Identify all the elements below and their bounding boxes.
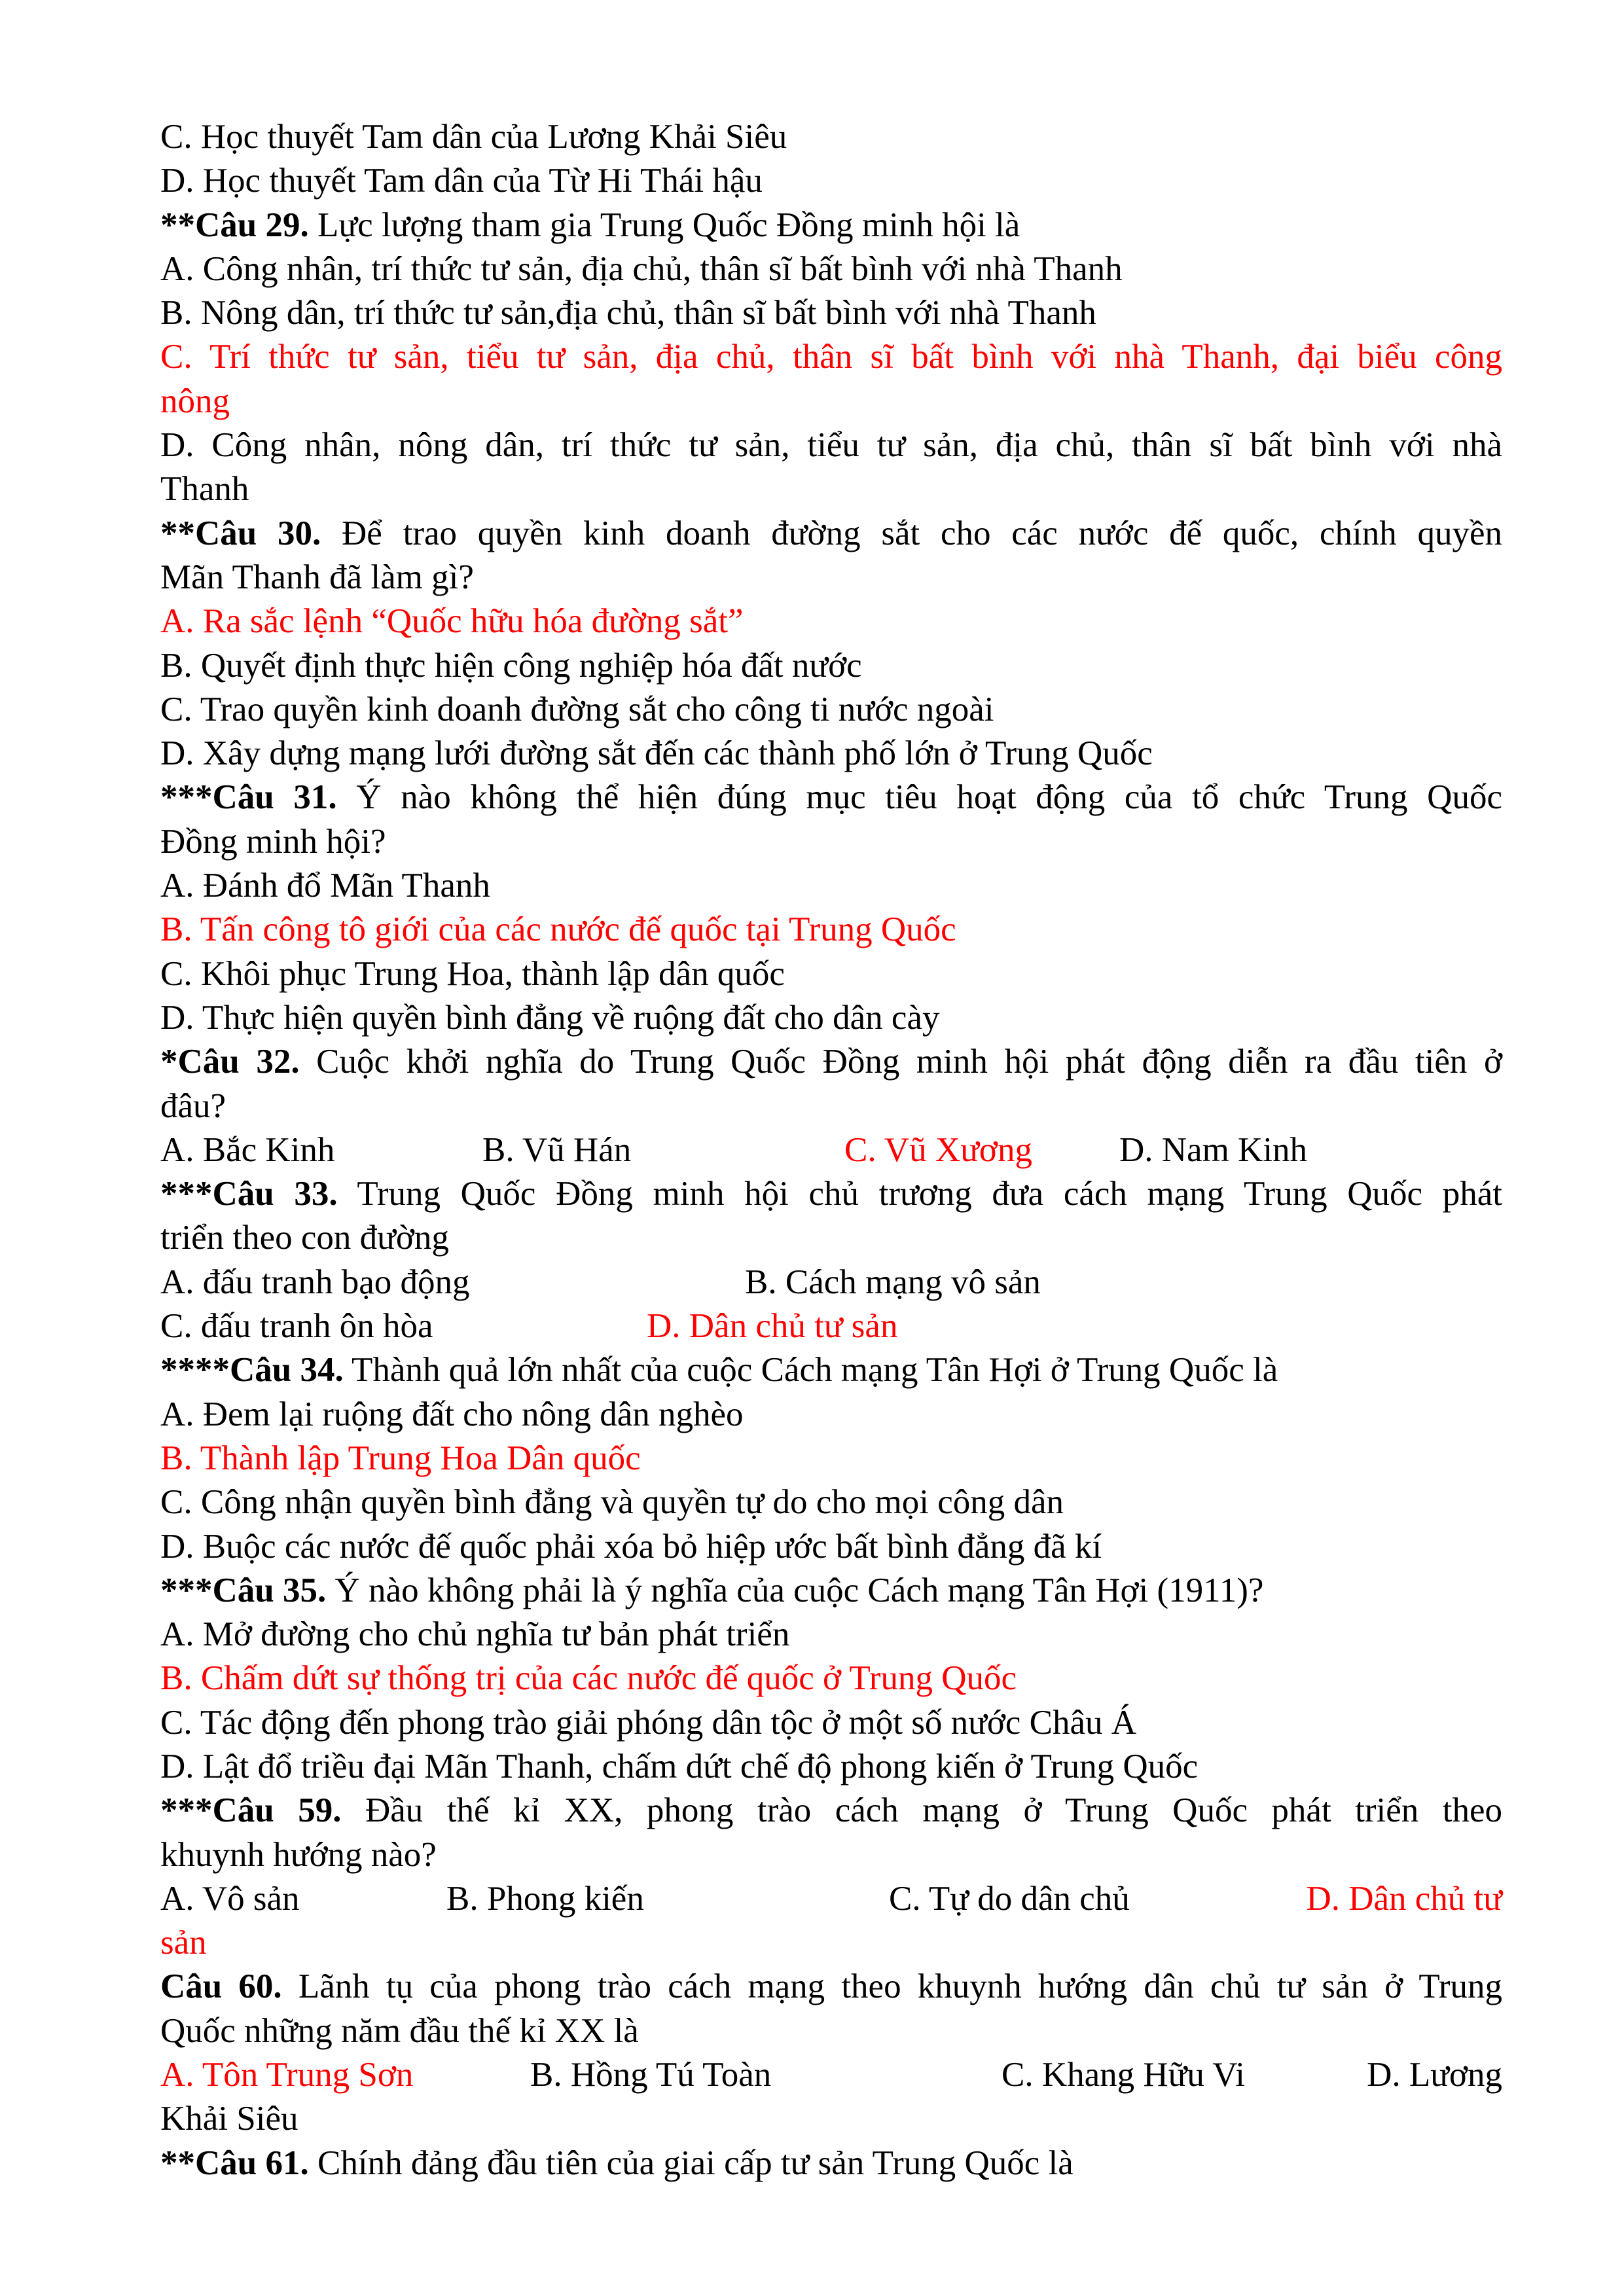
option-a-correct: A. Ra sắc lệnh “Quốc hữu hóa đường sắt” [160,602,744,641]
question-text-continued: Quốc những năm đầu thế kỉ XX là [160,2011,639,2050]
question-text: Lãnh tụ của phong trào cách mạng theo khuynh hướng dân chủ tư sản ở Trung [281,1967,1502,2006]
option-a: A. Vô sản [160,1879,300,1918]
option-c-correct: C. Trí thức tư sản, tiểu tư sản, địa chủ, thân sĩ bất bình với nhà Thanh, đại biểu công [160,338,1502,376]
question-59 [160,1789,1502,1833]
question-35 [160,1569,1502,1613]
option-a: A. Công nhân, trí thức tư sản, địa chủ, thân sĩ bất bình với nhà Thanh [160,249,1123,288]
option-d-continued: Thanh [160,470,249,509]
question-text: Lực lượng tham gia Trung Quốc Đồng minh hội là [308,206,1020,244]
option-a: A. Mở đường cho chủ nghĩa tư bản phát triển [160,1615,790,1654]
option-c-correct: C. Vũ Xương [844,1130,1032,1169]
option-b: B. Hồng Tú Toàn [530,2056,772,2094]
options-row [160,1261,1502,1304]
question-label: ***Câu 59. [160,1791,342,1830]
option-b: B. Quyết định thực hiện công nghiệp hóa đất nước [160,646,862,685]
document-page [160,115,1502,2185]
option-a: A. Đánh đổ Mãn Thanh [160,867,490,905]
question-30 [160,512,1502,556]
option-c: C. Trao quyền kinh doanh đường sắt cho công ti nước ngoài [160,690,994,728]
question-label: Câu 60. [160,1967,282,2006]
option-c: C. Công nhận quyền bình đẳng và quyền tự do cho mọi công dân [160,1483,1064,1522]
question-60 [160,1965,1502,2009]
question-text-continued: đâu? [160,1086,226,1125]
question-34 [160,1348,1502,1392]
question-text: Thành quả lớn nhất của cuộc Cách mạng Tân Hợi ở Trung Quốc là [343,1351,1278,1390]
question-label: **Câu 61. [160,2144,309,2182]
question-label: **Câu 29. [160,206,309,244]
option-c-continued: nông [160,382,230,420]
option-d: D. Thực hiện quyền bình đẳng về ruộng đất cho dân cày [160,998,940,1037]
option-d-correct: D. Dân chủ tư sản [647,1307,898,1346]
question-text: Trung Quốc Đồng minh hội chủ trương đưa cách mạng Trung Quốc phát [337,1175,1502,1213]
option-d: D. Lật đổ triều đại Mãn Thanh, chấm dứt chế độ phong kiến ở Trung Quốc [160,1747,1199,1785]
option-a: A. đấu tranh bạo động [160,1263,470,1301]
option-d-continued: sản [160,1924,207,1962]
question-label: ***Câu 35. [160,1571,327,1609]
question-61 [160,2142,1502,2185]
option-a-correct: A. Tôn Trung Sơn [160,2056,414,2094]
question-text: Đầu thế kỉ XX, phong trào cách mạng ở Trung Quốc phát triển theo [341,1791,1502,1830]
question-text-continued: triển theo con đường [160,1219,449,1257]
question-text-continued: Đồng minh hội? [160,822,386,861]
option-c: C. Tự do dân chủ [889,1879,1130,1918]
question-text-continued: Mãn Thanh đã làm gì? [160,558,474,596]
option-a: A. Bắc Kinh [160,1130,335,1169]
answer-line: D. Học thuyết Tam dân của Từ Hi Thái hậu [160,162,763,200]
option-c: C. Khang Hữu Vi [1001,2056,1246,2094]
option-b: B. Nông dân, trí thức tư sản,địa chủ, thân sĩ bất bình với nhà Thanh [160,294,1096,332]
option-d: D. Lương [1367,2056,1502,2094]
question-text: Ý nào không thể hiện đúng mục tiêu hoạt động của tổ chức Trung Quốc [336,778,1502,817]
question-32 [160,1040,1502,1084]
option-d-correct: D. Dân chủ tư [1306,1879,1502,1918]
answer-line: C. Học thuyết Tam dân của Lương Khải Siêu [160,118,787,156]
options-row [160,2053,1502,2097]
question-text-continued: khuynh hướng nào? [160,1835,437,1874]
question-33 [160,1172,1502,1216]
option-c: C. đấu tranh ôn hòa [160,1307,433,1346]
options-row [160,1304,1502,1348]
question-text: Để trao quyền kinh doanh đường sắt cho các nước đế quốc, chính quyền [321,514,1502,552]
option-d: D. Xây dựng mạng lưới đường sắt đến các thành phố lớn ở Trung Quốc [160,734,1153,773]
option-b-correct: B. Tấn công tô giới của các nước đế quốc tại Trung Quốc [160,910,956,949]
option-b-correct: B. Chấm dứt sự thống trị của các nước đế quốc ở Trung Quốc [160,1659,1017,1698]
option-a: A. Đem lại ruộng đất cho nông dân nghèo [160,1395,744,1433]
option-d-continued: Khải Siêu [160,2100,298,2138]
option-d: D. Công nhân, nông dân, trí thức tư sản, tiểu tư sản, địa chủ, thân sĩ bất bình với nhà [160,426,1502,465]
option-b-correct: B. Thành lập Trung Hoa Dân quốc [160,1439,641,1477]
option-c: C. Khôi phục Trung Hoa, thành lập dân quốc [160,954,785,993]
option-b: B. Cách mạng vô sản [745,1263,1041,1301]
question-label: **Câu 30. [160,514,321,552]
question-text: Cuộc khởi nghĩa do Trung Quốc Đồng minh hội phát động diễn ra đầu tiên ở [299,1043,1502,1081]
option-b: B. Vũ Hán [482,1130,632,1169]
question-label: ****Câu 34. [160,1351,344,1390]
question-label: ***Câu 31. [160,778,337,817]
option-d: D. Buộc các nước đế quốc phải xóa bỏ hiệp ước bất bình đẳng đã kí [160,1527,1102,1566]
question-label: *Câu 32. [160,1043,300,1081]
options-row [160,1128,1502,1172]
question-text: Ý nào không phải là ý nghĩa của cuộc Cách mạng Tân Hợi (1911)? [326,1571,1264,1609]
question-31 [160,776,1502,819]
option-b: B. Phong kiến [446,1879,644,1918]
option-c: C. Tác động đến phong trào giải phóng dân tộc ở một số nước Châu Á [160,1703,1137,1742]
question-29 [160,204,1502,247]
question-label: ***Câu 33. [160,1175,338,1213]
options-row [160,1877,1502,1921]
option-d: D. Nam Kinh [1119,1130,1308,1169]
question-text: Chính đảng đầu tiên của giai cấp tư sản Trung Quốc là [308,2144,1074,2182]
